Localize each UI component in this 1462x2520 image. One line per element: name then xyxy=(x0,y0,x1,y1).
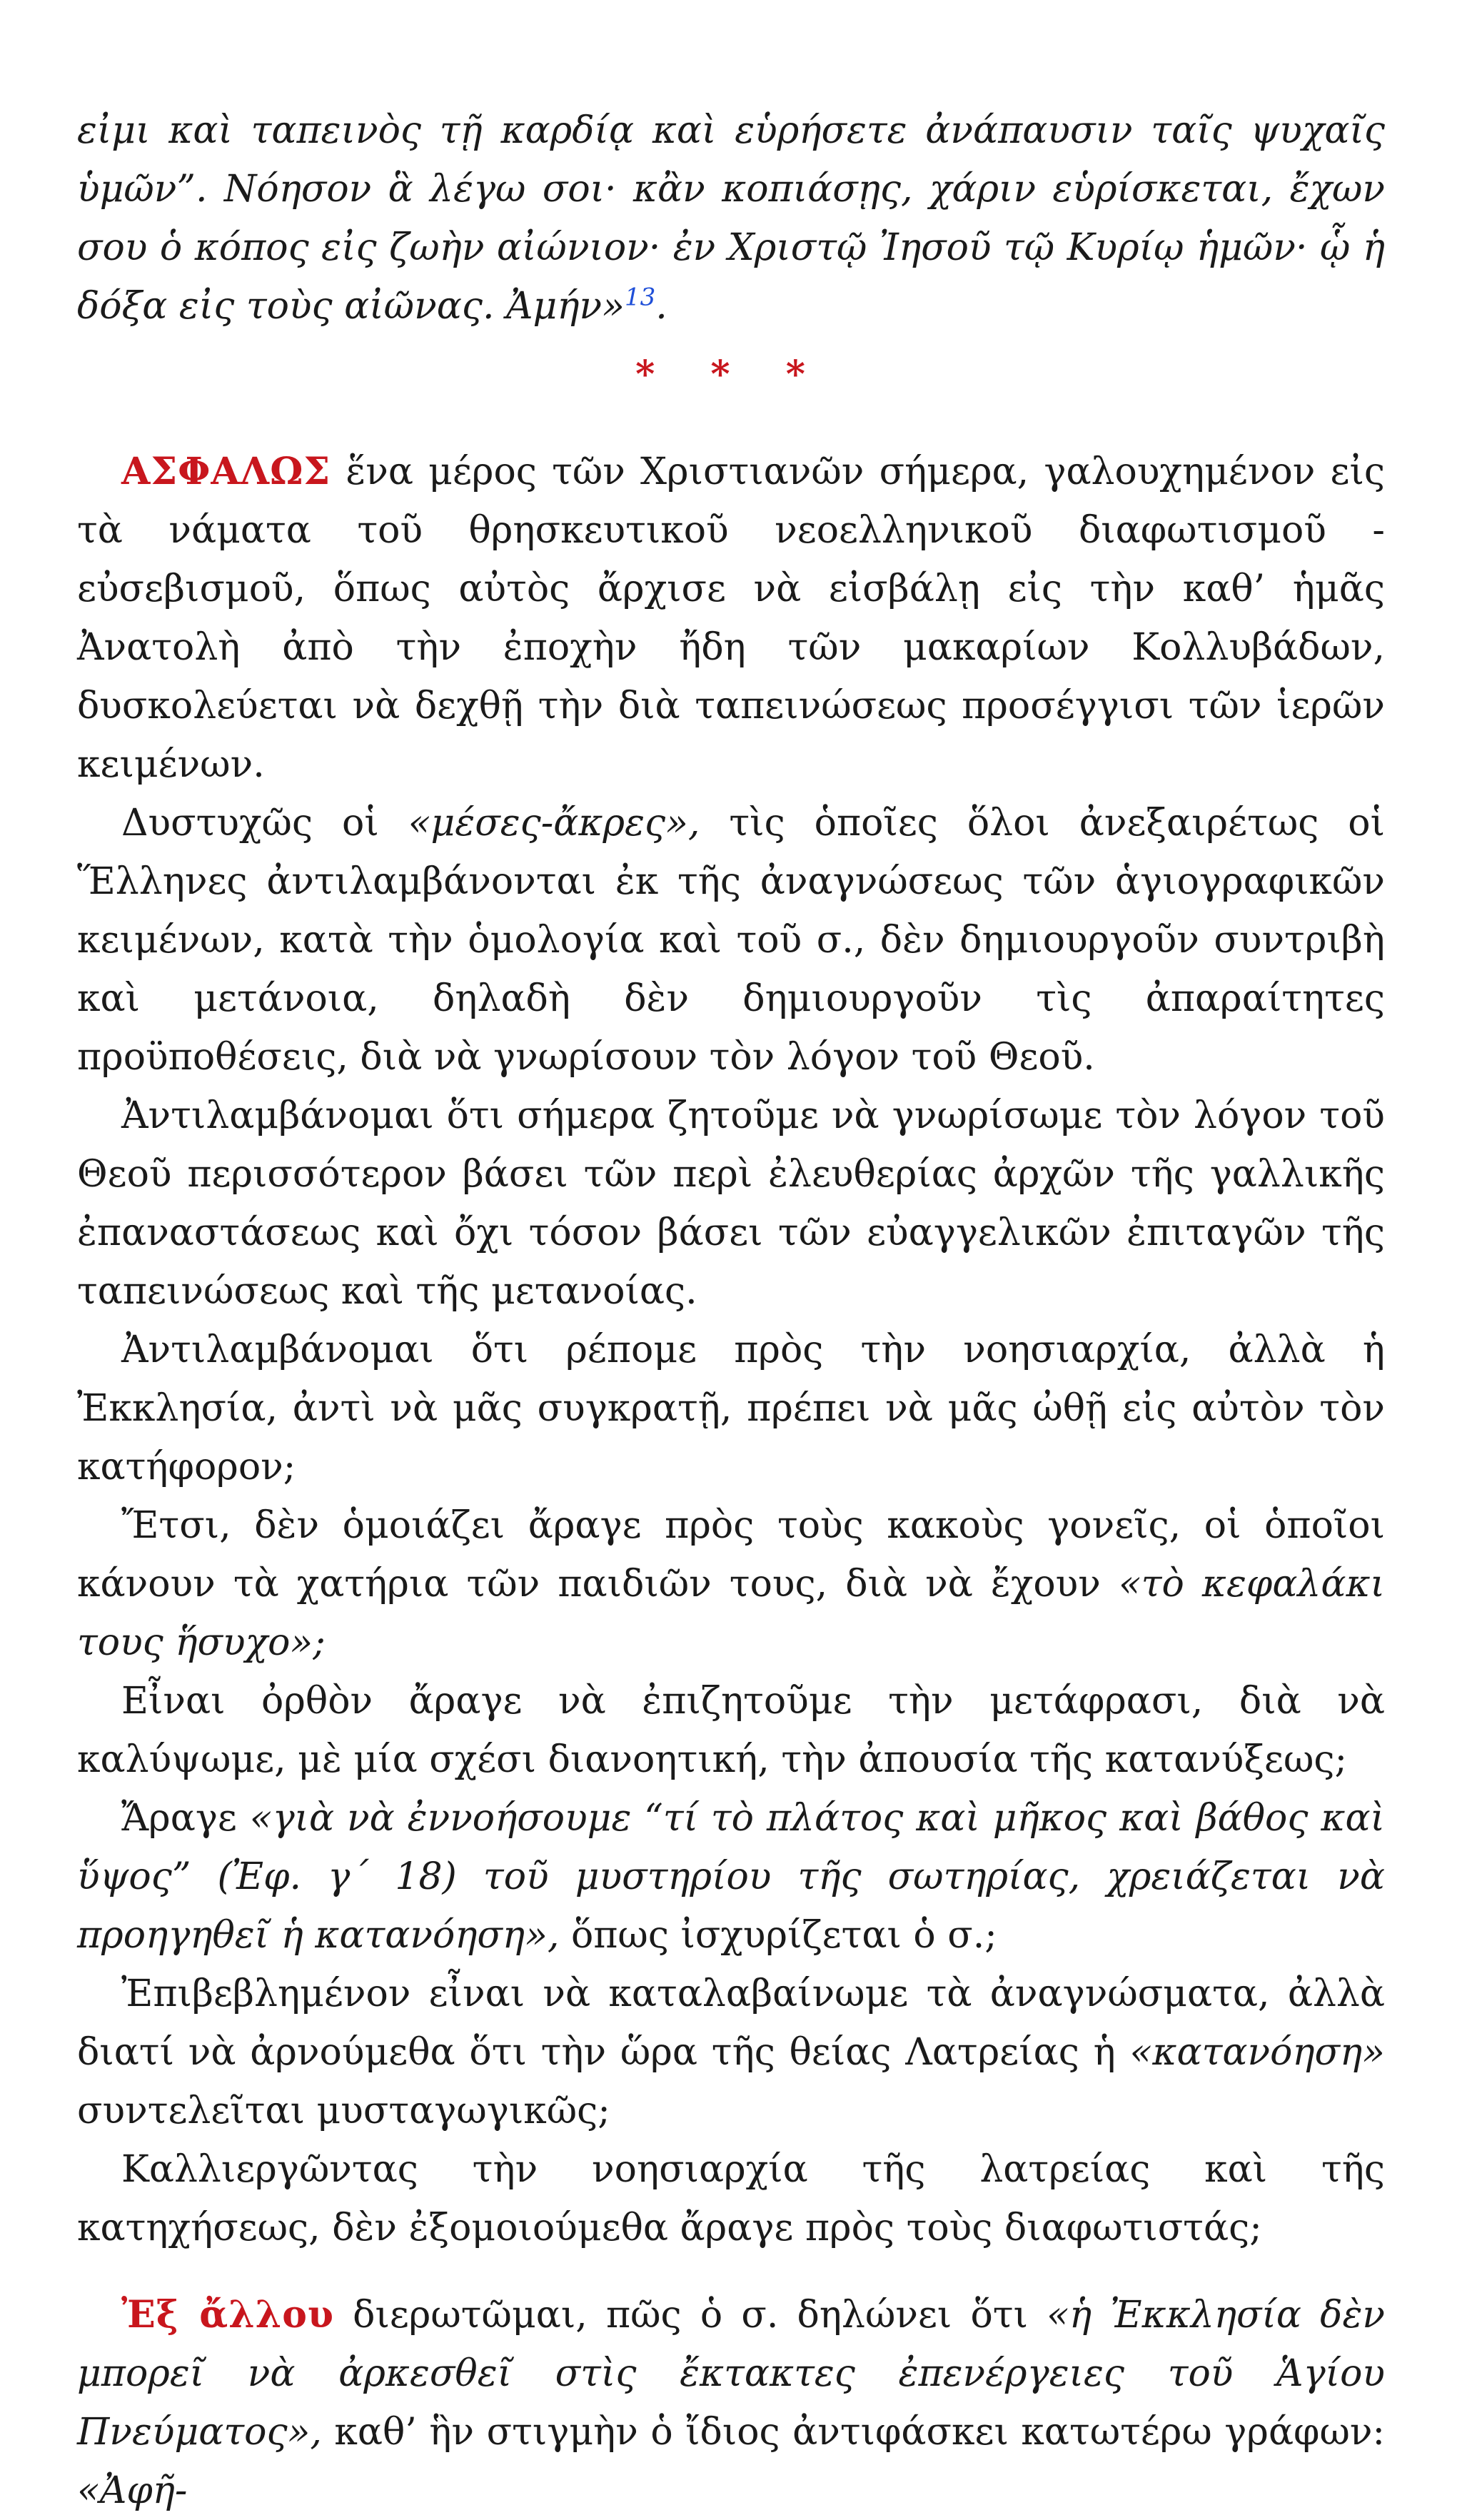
paragraph-text: συντελεῖται μυσταγωγικῶς; xyxy=(77,2090,610,2132)
paragraph-text: Ἐπιβεβλημένον εἶναι νὰ καταλαβαίνωμε τὰ ἀναγνώσματα, ἀλλὰ διατί νὰ ἀρνούμεθα ὅτι τὴν ὥρα τῆς θείας Λατρείας ἡ xyxy=(77,1972,1385,2074)
paragraph-text: διερωτῶμαι, πῶς ὁ σ. δηλώνει ὅτι xyxy=(333,2294,1047,2337)
paragraph-8 xyxy=(77,1965,1385,2140)
paragraph-quote: «κατανόηση» xyxy=(1129,2031,1385,2074)
book-page xyxy=(77,101,1385,2520)
paragraph-text: ὅπως ἰσχυρίζεται ὁ σ.; xyxy=(559,1914,997,1957)
paragraph-9: Καλλιεργῶντας τὴν νοησιαρχία τῆς λατρείας καὶ τῆς κατηχήσεως, δὲν ἐξομοιούμεθα ἄραγε πρὸς τοὺς διαφωτιστάς; xyxy=(77,2148,1385,2249)
paragraph-quote: «μέσες-ἄκρες», xyxy=(408,802,700,845)
intro-quote xyxy=(77,101,1385,336)
paragraph-quote: «Ἀφῆ- xyxy=(77,2469,188,2512)
intro-quote-end: . xyxy=(655,285,667,328)
paragraph-3: Ἀντιλαμβάνομαι ὅτι σήμερα ζητοῦμε νὰ γνωρίσωμε τὸν λόγον τοῦ Θεοῦ περισσότερον βάσει τῶν περὶ ἐλευθερίας ἀρχῶν τῆς γαλλικῆς ἐπαναστάσεως καὶ ὄχι τόσον βάσει τῶν εὐαγγελικῶν ἐπιταγῶν τῆς ταπεινώσεως καὶ τῆς μετανοίας. xyxy=(77,1094,1385,1313)
paragraph-quote: «τὸ κεφαλάκι τους ἥσυχο»; xyxy=(77,1563,1385,1664)
paragraph-6: Εἶναι ὀρθὸν ἄραγε νὰ ἐπιζητοῦμε τὴν μετάφρασι, διὰ νὰ καλύψωμε, μὲ μία σχέσι διανοητική, τὴν ἀπουσία τῆς κατανύξεως; xyxy=(77,1680,1385,1781)
paragraph-quote: «ἡ Ἐκκλησία δὲν μπορεῖ νὰ ἀρκεσθεῖ στὶς ἔκτακτες ἐπενέργειες τοῦ Ἁγίου Πνεύματος», xyxy=(77,2294,1385,2454)
paragraph-text: ἕνα μέρος τῶν Χριστιανῶν σήμερα, γαλουχημένον εἰς τὰ νάματα τοῦ θρησκευτικοῦ νεοελληνικοῦ διαφωτισμοῦ - εὐσεβισμοῦ, ὅπως αὐτὸς ἄρχισε νὰ εἰσβάλῃ εἰς τὴν καθ’ ἡμᾶς Ἀνατολὴ ἀπὸ τὴν ἐποχὴν ἤδη τῶν μακαρίων Κολλυβάδων, δυσκολεύεται νὰ δεχθῇ τὴν διὰ ταπεινώσεως προσέγγισι τῶν ἱερῶν κειμένων. xyxy=(77,450,1385,786)
paragraph-text: Ἔτσι, δὲν ὁμοιάζει ἄραγε πρὸς τοὺς κακοὺς γονεῖς, οἱ ὁποῖοι κάνουν τὰ χατήρια τῶν παιδιῶν τους, διὰ νὰ ἔχουν xyxy=(77,1504,1385,1606)
paragraph-text: τὶς ὁποῖες ὅλοι ἀνεξαιρέτως οἱ Ἕλληνες ἀντιλαμβάνονται ἐκ τῆς ἀναγνώσεως τῶν ἁγιογραφικῶν κειμένων, κατὰ τὴν ὁμολογία καὶ τοῦ σ., δὲν δημιουργοῦν συντριβὴ καὶ μετάνοια, δηλαδὴ δὲν δημιουργοῦν τὶς ἀπαραίτητες προϋποθέσεις, διὰ νὰ γνωρίσουν τὸν λόγον τοῦ Θεοῦ. xyxy=(77,802,1386,1079)
paragraph-4: Ἀντιλαμβάνομαι ὅτι ρέπομε πρὸς τὴν νοησιαρχία, ἀλλὰ ἡ Ἐκκλησία, ἀντὶ νὰ μᾶς συγκρατῇ, πρέπει νὰ μᾶς ὠθῇ εἰς αὐτὸν τὸν κατήφορον; xyxy=(77,1329,1385,1488)
footnote-reference[interactable]: 13 xyxy=(624,283,656,312)
intro-quote-text: εἰμι καὶ ταπεινὸς τῇ καρδίᾳ καὶ εὑρήσετε ἀνάπαυσιν ταῖς ψυχαῖς ὑμῶν”. Νόησον ἃ λέγω σοι· κἂν κοπιάσῃς, χάριν εὑρίσκεται, ἔχων σου ὁ κόπος εἰς ζωὴν αἰώνιον· ἐν Χριστῷ Ἰησοῦ τῷ Κυρίῳ ἡμῶν· ᾧ ἡ δόξα εἰς τοὺς αἰῶνας. Ἀμήν» xyxy=(77,109,1385,328)
paragraph-text: Δυστυχῶς οἱ xyxy=(121,802,408,845)
paragraph-1 xyxy=(77,443,1385,794)
paragraph-quote: «γιὰ νὰ ἐννοήσουμε “τί τὸ πλάτος καὶ μῆκος καὶ βάθος καὶ ὕψος” (Ἐφ. γ´ 18) τοῦ μυστηρίου τῆς σωτηρίας, χρειάζεται νὰ προηγηθεῖ ἡ κατανόηση», xyxy=(77,1797,1385,1957)
paragraph-lead-word: Ἐξ ἄλλου xyxy=(121,2293,334,2337)
paragraph-5 xyxy=(77,1496,1385,1672)
section-divider: * * * xyxy=(635,353,827,396)
paragraph-lead-word: ΑΣΦΑΛΩΣ xyxy=(121,450,331,493)
paragraph-text: καθ’ ἣν στιγμὴν ὁ ἴδιος ἀντιφάσκει κατωτέρω γράφων: xyxy=(321,2411,1385,2454)
paragraph-text: Ἄραγε xyxy=(121,1797,250,1840)
paragraph-7 xyxy=(77,1789,1385,1965)
paragraph-10 xyxy=(77,2286,1385,2520)
paragraph-2 xyxy=(77,794,1385,1087)
